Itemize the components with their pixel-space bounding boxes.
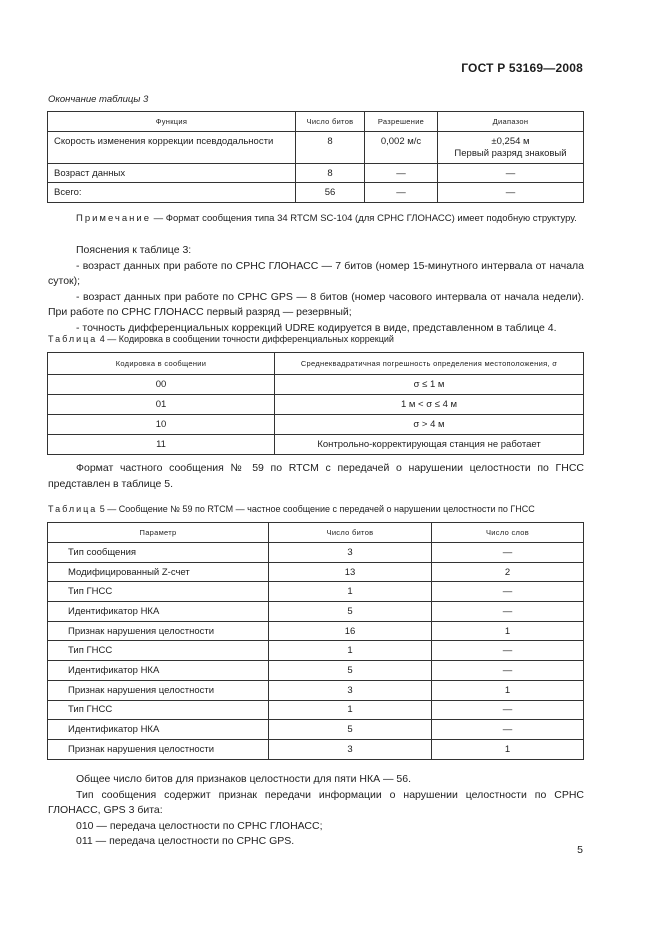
table-row: Признак нарушения целостности 3 1 xyxy=(48,680,584,700)
table-row: Признак нарушения целостности 3 1 xyxy=(48,739,584,759)
table-row: 11 Контрольно-корректирующая станция не работает xyxy=(48,435,584,455)
table4-caption: Таблица 4 — Кодировка в сообщении точности дифференциальных коррекций xyxy=(48,334,394,344)
table-row: Скорость изменения коррекции псевдодальности 8 0,002 м/с ±0,254 м Первый разряд знаковый xyxy=(48,132,584,164)
page-number: 5 xyxy=(577,844,583,856)
table5-header-bits: Число битов xyxy=(269,523,432,543)
explanation-item: - возраст данных при работе по СРНС GPS — 8 битов (номер часового интервала от начала недели). При работе по СРНС ГЛОНАСС первый разряд — резервный; xyxy=(48,290,584,318)
table-row: Тип ГНСС 1 — xyxy=(48,582,584,602)
table5-header-words: Число слов xyxy=(432,523,584,543)
table3-caption: Окончание таблицы 3 xyxy=(48,94,149,105)
closing-paragraph: Общее число битов для признаков целостности для пяти НКА — 56. xyxy=(76,773,412,785)
table3-header-resolution: Разрешение xyxy=(365,112,438,132)
table-row: Идентификатор НКА 5 — xyxy=(48,720,584,740)
table5-header-param: Параметр xyxy=(48,523,269,543)
table-row: Идентификатор НКА 5 — xyxy=(48,661,584,681)
table4 xyxy=(47,352,584,455)
note-text: — Формат сообщения типа 34 RTCM SC-104 (для СРНС ГЛОНАСС) имеет подобную структуру. xyxy=(151,213,577,224)
closing-text xyxy=(48,772,584,850)
table4-header-error: Среднеквадратичная погрешность определения местоположения, σ xyxy=(275,353,584,375)
table3-header-range: Диапазон xyxy=(438,112,584,132)
table-row: 10 σ > 4 м xyxy=(48,415,584,435)
table-row: Тип сообщения 3 — xyxy=(48,543,584,563)
explanations-intro: Пояснения к таблице 3: xyxy=(76,244,192,256)
table3-header-function: Функция xyxy=(48,112,296,132)
closing-paragraph: 011 — передача целостности по СРНС GPS. xyxy=(76,835,295,847)
table3 xyxy=(47,111,584,203)
table-row: 01 1 м < σ ≤ 4 м xyxy=(48,395,584,415)
closing-paragraph: 010 — передача целостности по СРНС ГЛОНАСС; xyxy=(76,819,323,832)
note-label: Примечание xyxy=(76,213,151,224)
table-row: Возраст данных 8 — — xyxy=(48,164,584,183)
table3-header-bits: Число битов xyxy=(296,112,365,132)
table-row: 00 σ ≤ 1 м xyxy=(48,375,584,395)
format-paragraph: Формат частного сообщения № 59 по RTCM с передачей о нарушении целостности по ГНСС представлен в таблице 5. xyxy=(48,462,584,490)
table-row: Тип ГНСС 1 — xyxy=(48,641,584,661)
doc-header: ГОСТ Р 53169—2008 xyxy=(461,61,583,75)
table5-caption: Таблица 5 — Сообщение № 59 по RTCM — частное сообщение с передачей о нарушении целостности по ГНСС xyxy=(48,504,535,514)
table-row: Идентификатор НКА 5 — xyxy=(48,602,584,622)
table5 xyxy=(47,522,584,760)
closing-paragraph: Тип сообщения содержит признак передачи информации о нарушении целостности по СРНС ГЛОНАСС, GPS 3 бита: xyxy=(48,788,584,816)
table-row: Всего: 56 — — xyxy=(48,183,584,203)
explanation-item: - точность дифференциальных коррекций UDRE кодируется в виде, представленном в таблице 4. xyxy=(76,321,557,334)
table-row: Модифицированный Z-счет 13 2 xyxy=(48,562,584,582)
table3-note xyxy=(48,212,584,226)
table4-header-code: Кодировка в сообщении xyxy=(48,353,275,375)
table-row: Тип ГНСС 1 — xyxy=(48,700,584,720)
table-row: Признак нарушения целостности 16 1 xyxy=(48,621,584,641)
explanation-item: - возраст данных при работе по СРНС ГЛОНАСС — 7 битов (номер 15-минутного интервала от начала суток); xyxy=(48,259,584,287)
explanations xyxy=(48,243,584,336)
